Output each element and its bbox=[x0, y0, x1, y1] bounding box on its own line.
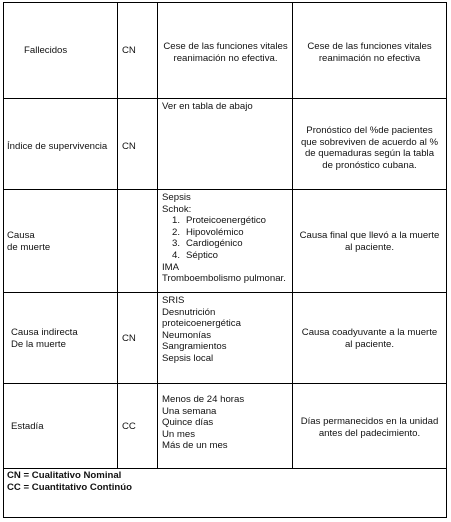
description-cell bbox=[293, 3, 446, 98]
variable-type: CN bbox=[122, 45, 136, 56]
list-item: 1. Proteicoenergético bbox=[171, 215, 266, 227]
legend-line: CN = Cualitativo Nominal bbox=[7, 470, 122, 481]
variable-name: Causa bbox=[7, 230, 35, 241]
description-line: al paciente. bbox=[344, 338, 395, 350]
description-line: Días permanecidos en la unidad bbox=[300, 416, 439, 427]
variable-name: Fallecidos bbox=[24, 45, 68, 56]
description-line: antes del padecimiento. bbox=[318, 427, 421, 439]
scale-line: Sangramientos bbox=[162, 341, 227, 353]
variable-type: CN bbox=[122, 141, 136, 152]
description-cell bbox=[293, 293, 446, 383]
description-cell bbox=[293, 190, 446, 292]
list-item: 4. Séptico bbox=[171, 249, 218, 261]
table-row bbox=[4, 384, 446, 469]
variables-table bbox=[3, 2, 447, 518]
table-row bbox=[4, 3, 446, 99]
variable-name: Estadía bbox=[11, 421, 44, 432]
description-line: que sobreviven de acuerdo al % bbox=[300, 136, 439, 148]
scale-line: Más de un mes bbox=[162, 440, 228, 452]
type-cell bbox=[118, 99, 158, 189]
variable-name: de muerte bbox=[7, 241, 51, 253]
variable-cell bbox=[4, 3, 118, 98]
scale-line: Tromboembolismo pulmonar. bbox=[162, 273, 286, 285]
legend bbox=[7, 470, 132, 493]
scale-line: reanimación no efectiva. bbox=[173, 52, 278, 64]
type-cell bbox=[118, 293, 158, 383]
variable-cell bbox=[4, 99, 118, 189]
scale-line: IMA bbox=[162, 261, 180, 273]
variable-name: De la muerte bbox=[11, 338, 66, 350]
description-cell bbox=[293, 384, 446, 468]
description-line: de quemaduras según la tabla bbox=[304, 148, 435, 160]
type-cell bbox=[118, 3, 158, 98]
scale-cell bbox=[158, 384, 293, 468]
scale-line: Neumonías bbox=[162, 329, 212, 341]
description-line: Cese de las funciones vitales bbox=[307, 41, 432, 52]
variable-cell bbox=[4, 190, 118, 292]
scale-line: Sepsis bbox=[162, 192, 191, 203]
table-row bbox=[4, 99, 446, 190]
description-line: al paciente. bbox=[344, 241, 395, 253]
variable-name: Índice de supervivencia bbox=[7, 141, 108, 152]
legend-line: CC = Cuantitativo Continúo bbox=[7, 481, 132, 493]
variable-type: CN bbox=[122, 333, 136, 344]
scale-line: proteicoenergética bbox=[162, 318, 241, 330]
description-line: Pronóstico del %de pacientes bbox=[306, 125, 433, 136]
table-row bbox=[4, 190, 446, 293]
variable-cell bbox=[4, 293, 118, 383]
type-cell bbox=[118, 190, 158, 292]
list-item: 2. Hipovolémico bbox=[171, 226, 244, 238]
list-item: 3. Cardiogénico bbox=[171, 238, 243, 250]
scale-line: SRIS bbox=[162, 295, 185, 306]
description-line: de pronóstico cubana. bbox=[322, 159, 417, 171]
table-row bbox=[4, 293, 446, 384]
scale-line: Menos de 24 horas bbox=[162, 394, 245, 405]
description-line: reanimación no efectiva bbox=[318, 52, 421, 64]
scale-cell bbox=[158, 190, 293, 292]
description-line: Causa final que llevó a la muerte bbox=[299, 230, 440, 241]
variable-type: CC bbox=[122, 421, 136, 432]
description-line: Causa coadyuvante a la muerte bbox=[301, 327, 438, 338]
scale-line: Schok: bbox=[162, 203, 192, 215]
scale-line: Sepsis local bbox=[162, 352, 214, 364]
scale-line: Un mes bbox=[162, 428, 196, 440]
scale-line: Quince días bbox=[162, 417, 214, 429]
scale-cell bbox=[158, 293, 293, 383]
description-cell bbox=[293, 99, 446, 189]
scale-cell bbox=[158, 3, 293, 98]
type-cell bbox=[118, 384, 158, 468]
scale-line: Cese de las funciones vitales bbox=[163, 41, 288, 52]
variable-name: Causa indirecta bbox=[11, 327, 78, 338]
scale-cell bbox=[158, 99, 293, 189]
shock-type-list bbox=[162, 215, 286, 261]
scale-line: Una semana bbox=[162, 405, 217, 417]
scale-line: Ver en tabla de abajo bbox=[162, 101, 253, 112]
variable-cell bbox=[4, 384, 118, 468]
scale-line: Desnutrición bbox=[162, 306, 216, 318]
